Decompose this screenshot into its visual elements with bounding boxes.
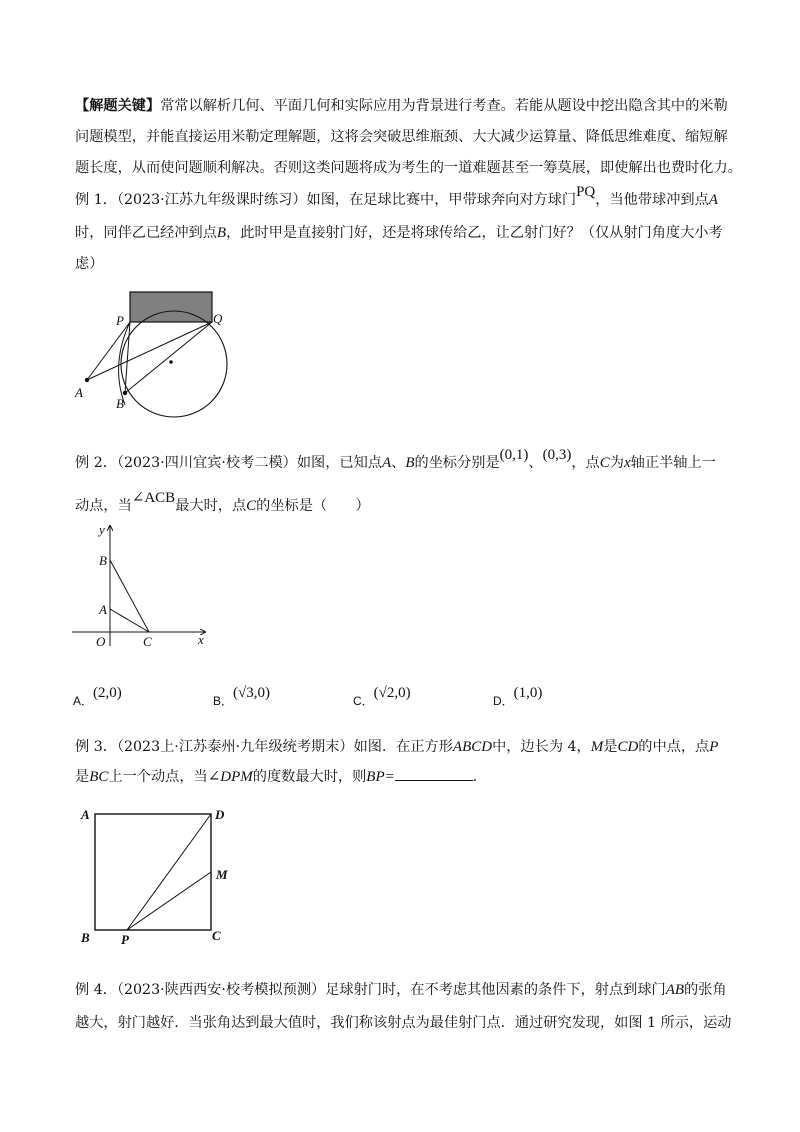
ex1-line-1: 例 1．（2023·江苏九年级课时练习）如图，在足球比赛中，甲带球奔向对方球门PQ，当他带球冲到点A <box>75 184 718 208</box>
ex3-label-A: A <box>81 807 90 822</box>
ex3-label-M: M <box>216 867 228 882</box>
ex3-figure <box>75 800 245 950</box>
ex3-label-C: C <box>212 928 221 943</box>
intro-line-2: 问题模型，并能直接运用米勒定理解题，这将会突破思维瓶颈、大大减少运算量、降低思维难度、缩短解 <box>75 129 728 145</box>
ex3-label-D: D <box>215 807 225 822</box>
ex2-label-y: y <box>99 522 105 537</box>
ex1-line-2: 时，同伴乙已经冲到点B，此时甲是直接射门好，还是将球传给乙，让乙射门好？（仅从射门角度大小考 <box>75 225 723 241</box>
ex4-line-1: 例 4．（2023·陕西西安·校考模拟预测）足球射门时，在不考虑其他因素的条件下，射点到球门AB的张角 <box>75 982 727 998</box>
intro-line-1: 【解题关键】常常以解析几何、平面几何和实际应用为背景进行考查。若能从题设中挖出隐含其中的米勒 <box>75 98 728 114</box>
intro-line-3: 题长度，从而使问题顺利解决。否则这类问题将成为考生的一道难题甚至一筹莫展，即使解出也费时化力。 <box>75 160 742 176</box>
ex2-line-1: 例 2．（2023·四川宜宾·校考二模）如图，已知点A、B的坐标分别是(0,1)、(0,3)，点C为x轴正半轴上一 <box>75 447 716 471</box>
ex2-label-A: A <box>99 602 107 617</box>
ex2-label-O: O <box>96 634 106 649</box>
ex2-label-B: B <box>99 553 107 568</box>
ex3-line-2: 是BC上一个动点，当∠DPM的度数最大时，则BP= . <box>75 769 478 785</box>
option-a[interactable]: A．(2,0) <box>73 685 122 708</box>
ex1-label-Q: Q <box>213 311 223 326</box>
option-d[interactable]: D．(1,0) <box>493 685 543 708</box>
ex1-line-3: 虑） <box>75 256 104 272</box>
ex4-line-2: 越大，射门越好．当张角达到最大值时，我们称该射点为最佳射门点．通过研究发现，如图 1 所示，运动 <box>75 1015 732 1031</box>
key-label: 【解题关键】 <box>75 98 161 114</box>
ex1-label-A: A <box>75 385 83 400</box>
ex1-label-B: B <box>116 396 124 411</box>
ex1-label-P: P <box>116 313 124 328</box>
answer-blank[interactable] <box>395 767 473 781</box>
ex3-line-1: 例 3．（2023上·江苏泰州·九年级统考期末）如图．在正方形ABCD中，边长为 4，M是CD的中点，点P <box>75 739 719 755</box>
ex2-label-x: x <box>198 632 204 647</box>
ex2-line-2: 动点，当∠ACB最大时，点C的坐标是（ ） <box>75 490 370 514</box>
ex3-label-P: P <box>121 932 129 947</box>
option-c[interactable]: C．(√2,0) <box>353 685 411 708</box>
ex2-figure <box>70 518 220 648</box>
ex1-figure <box>70 285 240 415</box>
ex2-label-C: C <box>143 634 152 649</box>
ex3-label-B: B <box>81 930 90 945</box>
option-b[interactable]: B．(√3,0) <box>213 685 270 708</box>
